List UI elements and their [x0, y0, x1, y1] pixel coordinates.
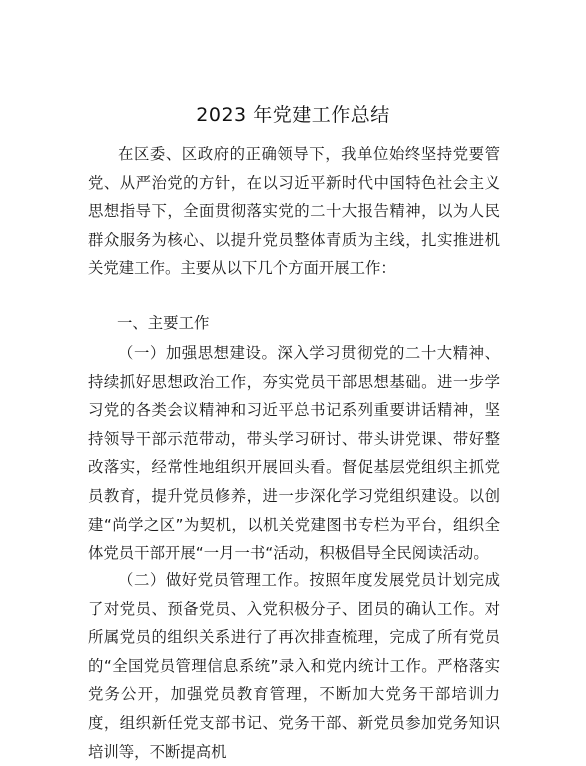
intro-paragraph: 在区委、区政府的正确领导下，我单位始终坚持党要管党、从严治党的方针，在以习近平新时代中国特色社会主义思想指导下，全面贯彻落实党的二十大报告精神，以为人民群众服务为核心、以提升党员整体青质为主线，扎实推进机关党建工作。主要从以下几个方面开展工作：	[88, 145, 500, 278]
ideology-paragraph: （一）加强思想建设。深入学习贯彻党的二十大精神、持续抓好思想政治工作，夯实党员干部思想基础。进一步学习党的各类会议精神和习近平总书记系列重要讲话精神，坚持领导干部示范带动，带头学习研讨、带头讲党课、带好整改落实，经常性地组织开展回头看。督促基层党组织主抓党员教育，提升党员修养，进一步深化学习党组织建设。以创建“尚学之区”为契机，以机关党建图书专栏为平台，组织全体党员干部开展“一月一书“活动，积极倡导全民阅读活动。	[88, 344, 500, 563]
member-management-paragraph: （二）做好党员管理工作。按照年度发展党员计划完成了对党员、预备党员、入党积极分子、团员的确认工作。对所属党员的组织关系进行了再次排查梳理，完成了所有党员的“全国党员管理信息系统”录入和党内统计工作。严格落实党务公开，加强党员教育管理，不断加大党务干部培训力度，组织新任党支部书记、党务干部、新党员参加党务知识培训等，不断提高机	[88, 571, 500, 761]
section-heading: 一、主要工作	[117, 314, 210, 332]
document-title: 2023 年党建工作总结	[196, 104, 390, 126]
